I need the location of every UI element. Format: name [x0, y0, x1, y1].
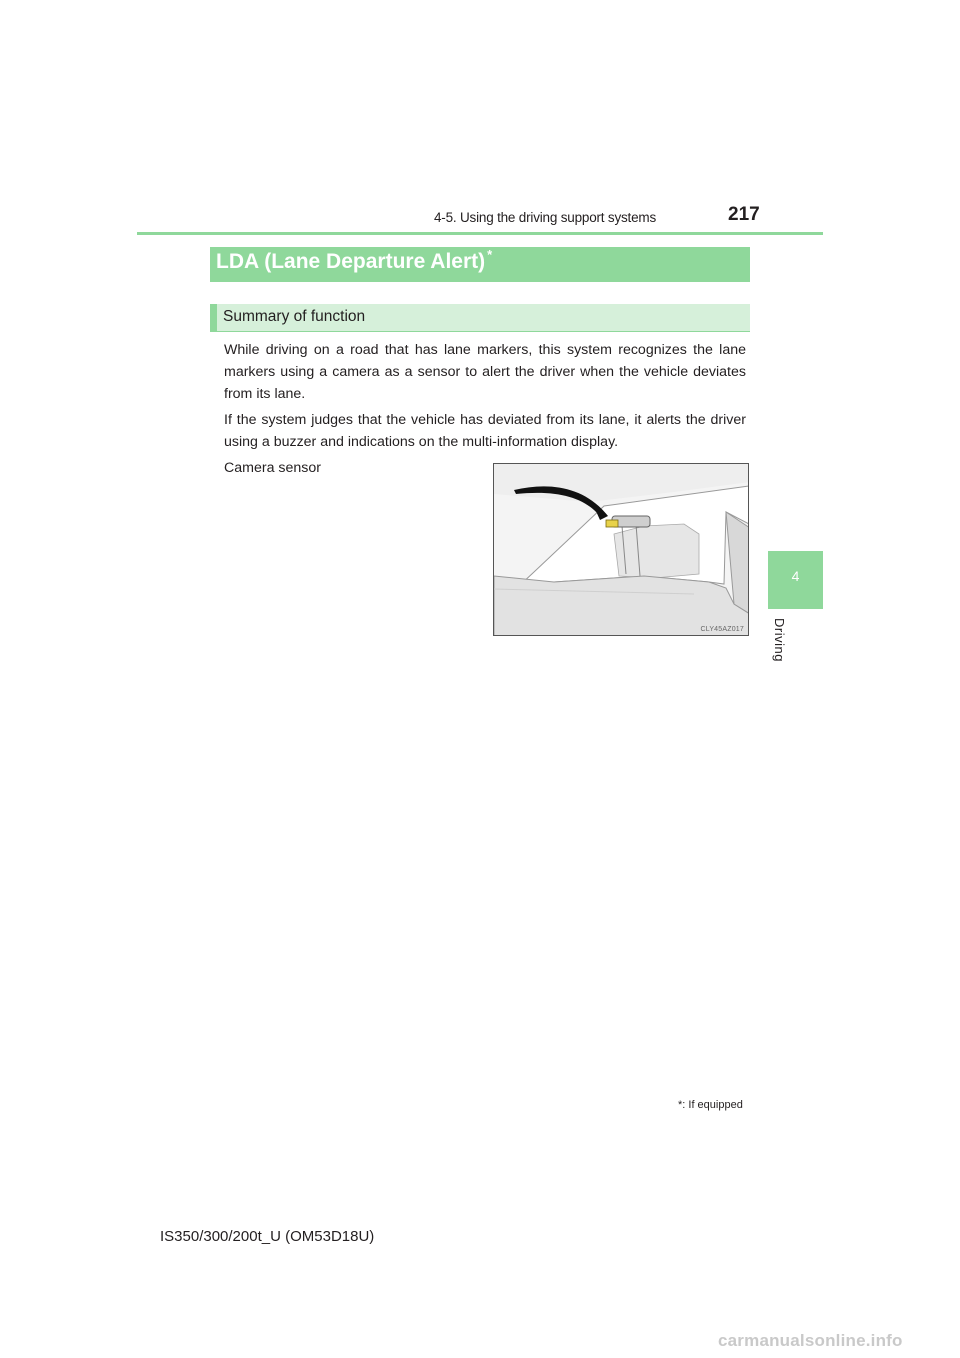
footnote-asterisk: *	[678, 1099, 683, 1111]
figure-code: CLY45AZ017	[700, 626, 744, 633]
subsection-band	[210, 304, 750, 332]
chapter-label: Driving	[772, 618, 787, 662]
body-paragraph-2: If the system judges that the vehicle has deviated from its lane, it alerts the driver using a buzzer and indications on the multi-information display.	[224, 412, 746, 450]
watermark[interactable]: carmanualsonline.info	[718, 1331, 903, 1350]
chapter-number: 4	[791, 568, 800, 584]
footnote-text: : If equipped	[682, 1099, 743, 1111]
page-title	[216, 247, 493, 274]
body-paragraph-1: While driving on a road that has lane markers, this system recognizes the lane markers using a camera as a sensor to alert the driver when the vehicle deviates from its lane.	[224, 342, 746, 402]
seat-area	[614, 524, 699, 578]
subsection-bar	[210, 304, 217, 332]
model-footer: IS350/300/200t_U (OM53D18U)	[160, 1228, 375, 1245]
title-band	[210, 247, 750, 282]
camera-sensor-marker	[606, 520, 618, 527]
header-rule	[137, 232, 823, 235]
car-interior-drawing	[494, 464, 749, 636]
page-title-text: LDA (Lane Departure Alert)	[216, 250, 486, 273]
camera-sensor-label: Camera sensor	[224, 460, 321, 476]
chapter-tab	[768, 551, 823, 609]
camera-sensor-illustration	[493, 463, 749, 636]
subsection-title: Summary of function	[223, 308, 366, 325]
section-header: 4-5. Using the driving support systems	[434, 210, 656, 225]
page-number: 217	[728, 204, 760, 225]
title-asterisk: *	[487, 247, 493, 262]
footnote	[678, 1099, 743, 1111]
